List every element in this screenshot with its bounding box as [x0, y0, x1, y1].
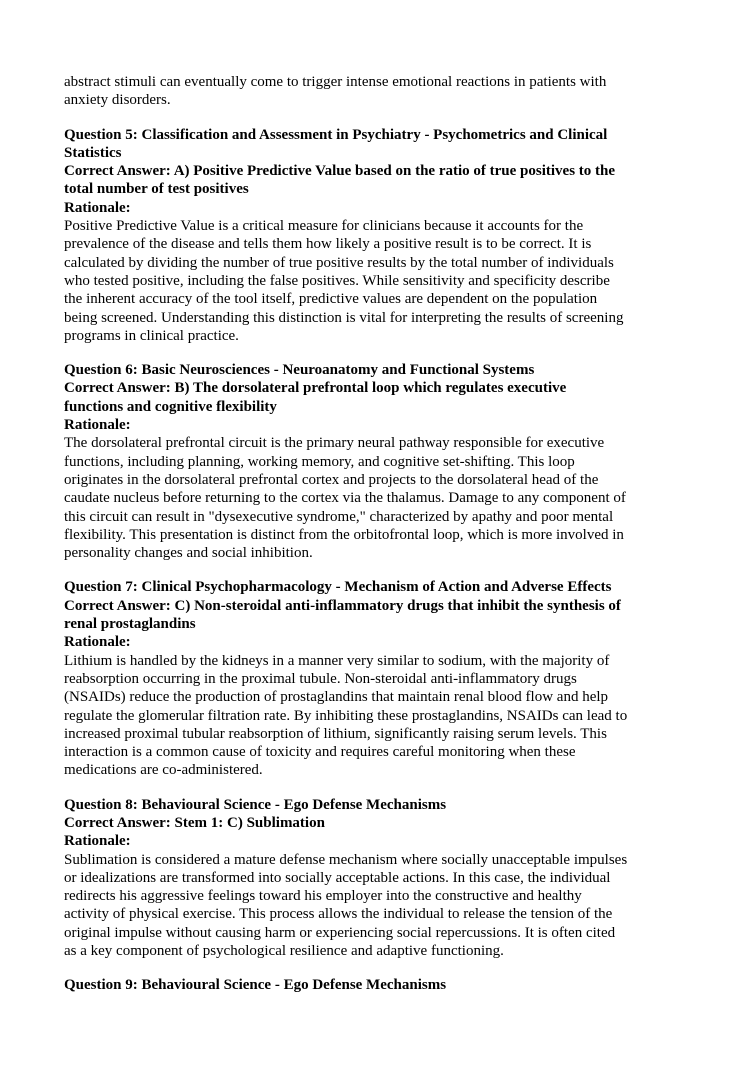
text-line: original impulse without causing harm or experiencing social repercussions. It is often cited: [64, 924, 616, 941]
text-line: or idealizations are transformed into socially acceptable actions. In this case, the individual: [64, 869, 611, 886]
text-line: caudate nucleus before returning to the cortex via the thalamus. Damage to any component of: [64, 490, 626, 507]
text-line: Question 7: Clinical Psychopharmacology - Mechanism of Action and Adverse Effects: [64, 579, 612, 596]
correct-answer: [64, 597, 676, 634]
text-line: Statistics: [64, 144, 122, 161]
question-heading: [64, 976, 676, 994]
text-line: originates in the dorsolateral prefrontal cortex and projects to the dorsolateral head of the: [64, 471, 599, 488]
text-line: regulate the glomerular filtration rate. By inhibiting these prostaglandins, NSAIDs can lead to: [64, 707, 628, 724]
text-line: Correct Answer: B) The dorsolateral prefrontal loop which regulates executive: [64, 380, 567, 397]
correct-answer: [64, 379, 676, 416]
text-line: Lithium is handled by the kidneys in a manner very similar to sodium, with the majority of: [64, 652, 610, 669]
question-block-8: [64, 796, 676, 961]
text-line: functions and cognitive flexibility: [64, 398, 277, 415]
text-line: Question 6: Basic Neurosciences - Neuroanatomy and Functional Systems: [64, 362, 535, 379]
question-block-5: [64, 126, 676, 346]
question-heading: [64, 361, 676, 379]
text-line: this circuit can result in "dysexecutive syndrome," characterized by apathy and poor mental: [64, 508, 614, 525]
correct-answer: [64, 814, 676, 832]
question-heading: [64, 578, 676, 596]
text-line: Correct Answer: C) Non-steroidal anti-inflammatory drugs that inhibit the synthesis of: [64, 597, 621, 614]
rationale-label: Rationale:: [64, 199, 131, 216]
text-line: increased proximal tubular reabsorption of lithium, significantly raising serum levels. This: [64, 725, 607, 742]
text-line: Question 5: Classification and Assessment in Psychiatry - Psychometrics and Clinical: [64, 126, 608, 143]
text-line: The dorsolateral prefrontal circuit is the primary neural pathway responsible for executive: [64, 435, 605, 452]
text-line: (NSAIDs) reduce the production of prostaglandins that maintain renal blood flow and help: [64, 689, 609, 706]
text-line: interaction is a common cause of toxicity and requires careful monitoring when these: [64, 744, 576, 761]
intro-paragraph: [64, 73, 676, 110]
question-block-6: [64, 361, 676, 562]
rationale-label: Rationale:: [64, 417, 131, 434]
rationale-body: [64, 851, 676, 961]
rationale-body: [64, 434, 676, 562]
text-line: Question 8: Behavioural Science - Ego Defense Mechanisms: [64, 796, 447, 813]
text-line: Question 9: Behavioural Science - Ego Defense Mechanisms: [64, 977, 447, 994]
text-line: as a key component of psychological resilience and adaptive functioning.: [64, 943, 504, 960]
correct-answer: [64, 162, 676, 199]
text-line: who tested positive, including the false positives. While sensitivity and specificity describe: [64, 272, 610, 289]
text-line: reabsorption occurring in the proximal tubule. Non-steroidal anti-inflammatory drugs: [64, 670, 577, 687]
text-line: prevalence of the disease and tells them how likely a positive result is to be correct. It is: [64, 236, 592, 253]
text-line: Correct Answer: A) Positive Predictive Value based on the ratio of true positives to the: [64, 163, 616, 180]
rationale-label: Rationale:: [64, 634, 131, 651]
text-line: the inherent accuracy of the tool itself, predictive values are dependent on the population: [64, 291, 598, 308]
question-heading: [64, 126, 676, 163]
rationale-label: Rationale:: [64, 833, 131, 850]
rationale-body: [64, 652, 676, 780]
text-line: Correct Answer: Stem 1: C) Sublimation: [64, 814, 325, 831]
text-line: anxiety disorders.: [64, 92, 171, 109]
text-line: redirects his aggressive feelings toward his employer into the constructive and healthy: [64, 888, 582, 905]
text-line: personality changes and social inhibition.: [64, 545, 313, 562]
question-block-9: [64, 976, 676, 994]
text-line: calculated by dividing the number of true positive results by the total number of individuals: [64, 254, 614, 271]
text-line: renal prostaglandins: [64, 616, 196, 633]
rationale-body: [64, 217, 676, 345]
text-line: Positive Predictive Value is a critical measure for clinicians because it accounts for the: [64, 218, 584, 235]
text-line: flexibility. This presentation is distinct from the orbitofrontal loop, which is more involved in: [64, 526, 624, 543]
text-line: being screened. Understanding this distinction is vital for interpreting the results of screening: [64, 309, 624, 326]
text-line: programs in clinical practice.: [64, 327, 239, 344]
text-line: Sublimation is considered a mature defense mechanism where socially unacceptable impulses: [64, 851, 628, 868]
text-line: activity of physical exercise. This process allows the individual to release the tension of the: [64, 906, 613, 923]
text-line: abstract stimuli can eventually come to trigger intense emotional reactions in patients with: [64, 74, 607, 90]
text-line: total number of test positives: [64, 181, 249, 198]
text-line: medications are co-administered.: [64, 762, 263, 779]
question-block-7: [64, 578, 676, 779]
question-heading: [64, 796, 676, 814]
text-line: functions, including planning, working memory, and cognitive set-shifting. This loop: [64, 453, 575, 470]
